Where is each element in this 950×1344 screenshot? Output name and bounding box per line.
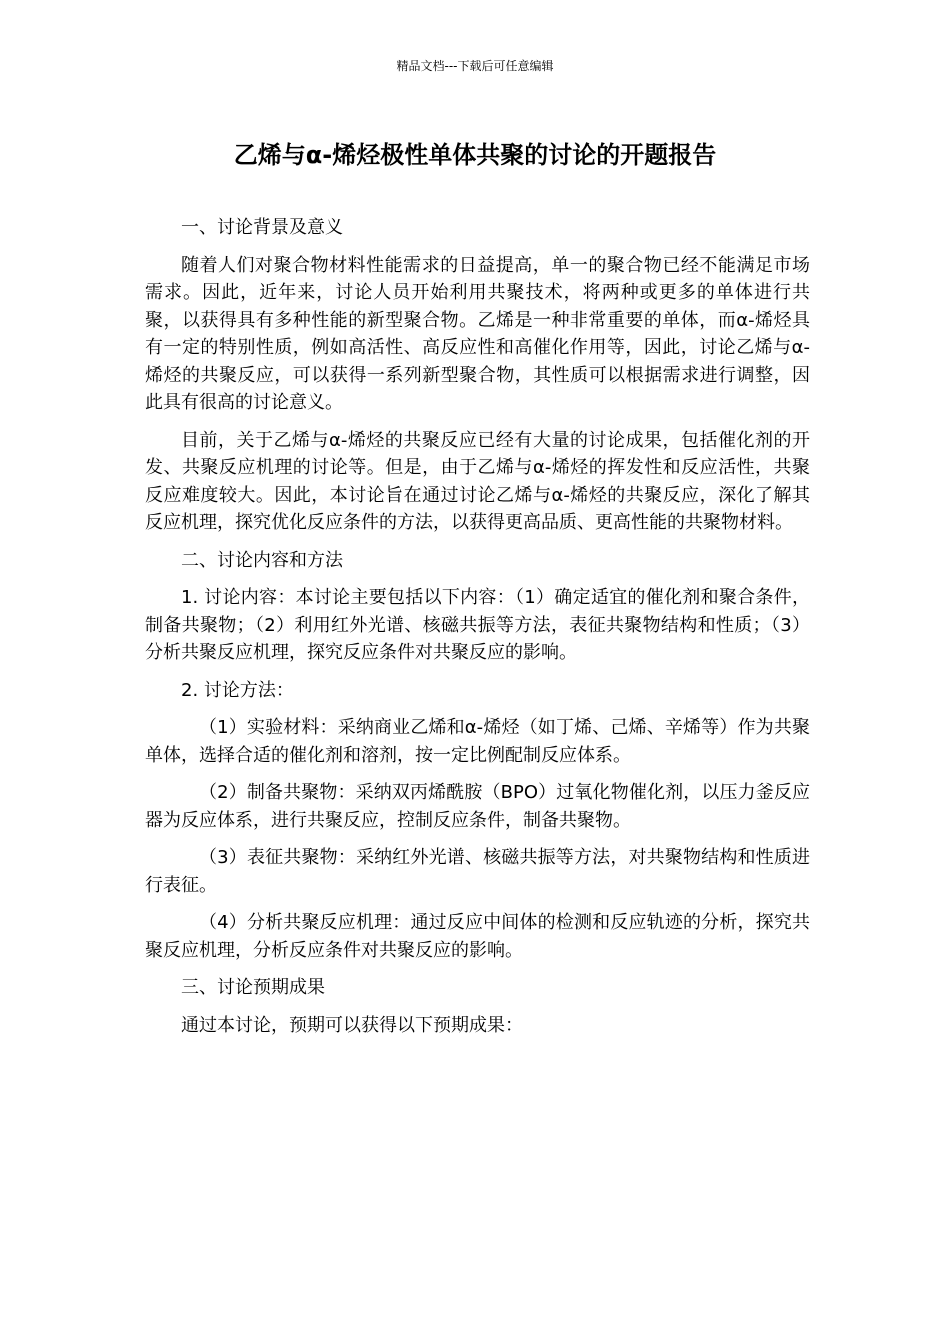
subheading-research-methods: 2. 讨论方法：	[181, 679, 294, 701]
method-item-characterization: （3）表征共聚物：采纳红外光谱、核磁共振等方法，对共聚物结构和性质进行表征。	[145, 847, 810, 896]
document-title: 乙烯与α-烯烃极性单体共聚的讨论的开题报告	[233, 141, 717, 169]
method-item-preparation: （2）制备共聚物：采纳双丙烯酰胺（BPO）过氧化物催化剂，以压力釜反应器为反应体系，进行共聚反应，控制反应条件，制备共聚物。	[145, 782, 810, 831]
paragraph-expected-results: 通过本讨论，预期可以获得以下预期成果：	[181, 1014, 523, 1036]
section-heading-content-methods: 二、讨论内容和方法	[181, 549, 343, 571]
section-heading-background: 一、讨论背景及意义	[181, 217, 343, 238]
paragraph-background-2: 目前，关于乙烯与α-烯烃的共聚反应已经有大量的讨论成果，包括催化剂的开发、共聚反应机理的讨论等。但是，由于乙烯与α-烯烃的挥发性和反应活性，共聚反应难度较大。因此，本讨论旨在通过讨论乙烯与α-烯烃的共聚反应，深化了解其反应机理，探究优化反应条件的方法，以获得更高品质、更高性能的共聚物材料。	[145, 429, 810, 533]
document-body	[145, 214, 810, 1049]
method-item-mechanism: （4）分析共聚反应机理：通过反应中间体的检测和反应轨迹的分析，探究共聚反应机理，分析反应条件对共聚反应的影响。	[145, 912, 810, 961]
method-item-materials: （1）实验材料：采纳商业乙烯和α-烯烃（如丁烯、己烯、辛烯等）作为共聚单体，选择合适的催化剂和溶剂，按一定比例配制反应体系。	[145, 717, 810, 766]
page-header-note: 精品文档---下载后可任意编辑	[396, 59, 554, 73]
paragraph-research-content: 1. 讨论内容：本讨论主要包括以下内容：（1）确定适宜的催化剂和聚合条件，制备共聚物；（2）利用红外光谱、核磁共振等方法，表征共聚物结构和性质；（3）分析共聚反应机理，探究反应条件对共聚反应的影响。	[145, 587, 810, 663]
paragraph-background-1: 随着人们对聚合物材料性能需求的日益提高，单一的聚合物已经不能满足市场需求。因此，近年来，讨论人员开始利用共聚技术，将两种或更多的单体进行共聚，以获得具有多种性能的新型聚合物。乙烯是一种非常重要的单体，而α-烯烃具有一定的特别性质，例如高活性、高反应性和高催化作用等，因此，讨论乙烯与α-烯烃的共聚反应，可以获得一系列新型聚合物，其性质可以根据需求进行调整，因此具有很高的讨论意义。	[145, 254, 810, 413]
section-heading-expected-results: 三、讨论预期成果	[181, 977, 325, 998]
